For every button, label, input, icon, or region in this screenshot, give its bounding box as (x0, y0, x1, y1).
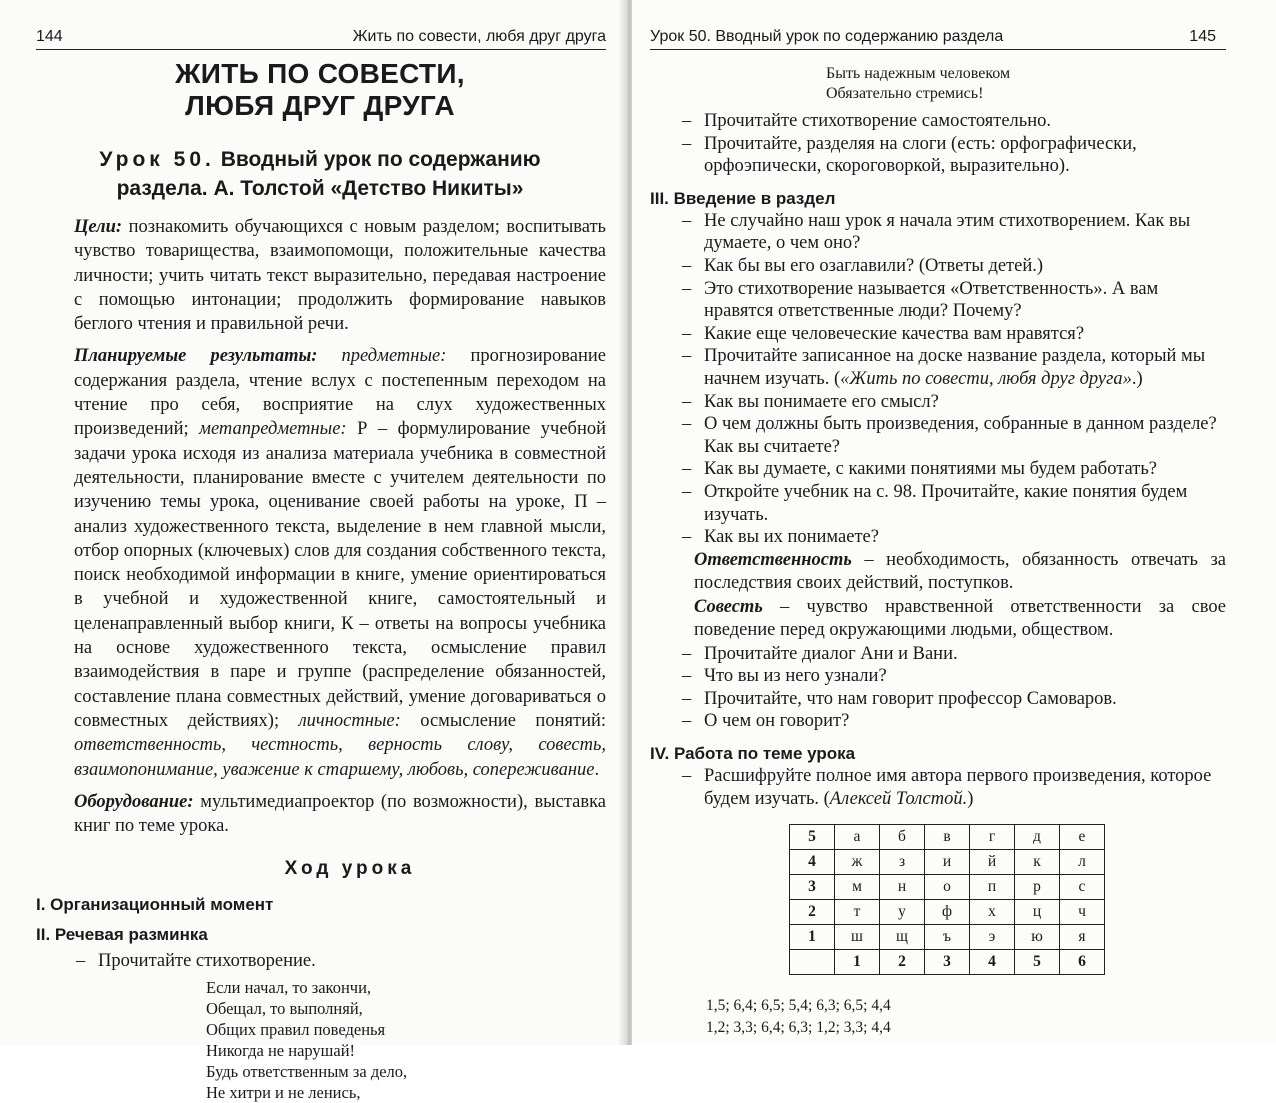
table-cell: 1 (790, 925, 835, 950)
poem-line: Быть надежным человеком (826, 65, 1011, 82)
definition-term: Ответственность (694, 549, 852, 570)
list-item: – Как бы вы его озаглавили? (Ответы детей.) (676, 255, 1226, 278)
table-cell: 4 (970, 950, 1015, 975)
decode-task-list (650, 765, 1226, 810)
poem-continuation (826, 64, 1226, 104)
right-page-number: 145 (1189, 28, 1216, 45)
results-personal-terms: ответственность, честность, верность слову, совесть, взаимопонимание, уважение к старшему, любовь, сопереживание (74, 735, 606, 780)
reading-task-list (650, 110, 1226, 178)
table-cell: а (835, 825, 880, 850)
list-item: – Откройте учебник на с. 98. Прочитайте, какие понятия будем изучать. (676, 481, 1226, 526)
poem-line: Обязательно стремись! (826, 85, 984, 102)
table-cell: н (880, 875, 925, 900)
list-item (676, 345, 1226, 390)
list-item-text: Расшифруйте полное имя автора первого произведения, которое будем изучать. ( (704, 766, 1212, 809)
results-personal-text: осмысление понятий: (420, 710, 607, 731)
table-cell: 5 (1015, 950, 1060, 975)
poem-line: Никогда не нарушай! (206, 1041, 356, 1061)
list-item: – Прочитайте стихотворение самостоятельно. (676, 110, 1226, 133)
poem (206, 977, 606, 1103)
table-cell: т (835, 900, 880, 925)
poem-line: Не хитри и не ленись, (206, 1083, 361, 1103)
left-page-number: 144 (36, 28, 63, 45)
table-row (790, 875, 1105, 900)
results-end: . (594, 759, 600, 780)
lesson-heading (34, 145, 606, 203)
table-cell: 3 (925, 950, 970, 975)
table-cell: щ (880, 925, 925, 950)
table-cell: я (1060, 925, 1105, 950)
definition-responsibility (650, 549, 1226, 596)
cipher-codes (706, 995, 1226, 1039)
table-cell: 6 (1060, 950, 1105, 975)
list-item-end: .) (1131, 368, 1143, 389)
table-cell: э (970, 925, 1015, 950)
poem-line: Если начал, то закончи, (206, 978, 372, 998)
table-cell: ж (835, 850, 880, 875)
results-meta-text: Р – формулирование учебной задачи урока исходя из анализа материала учебника в совместной деятельности, планирование вместе с учителем деятельности по изучению темы урока, оценивание своей работы на уроке, П – анализ художественного текста, выделение в нем главной мысли, отбор опорных (ключевых) слов для создания собственного текста, поиск необходимой информации в книге, умение ориентироваться в учебной и художественной книге, самостоятельный и целенаправленный выбор книги, К – ответы на вопросы учебника на основе художественного текста, осмысление правил взаимодействия в паре и группе (распределение обязанностей, составление плана совместных действий, умение договариваться о совместных действиях); (74, 419, 606, 731)
left-running-header (36, 26, 606, 50)
section-title-line-1: ЖИТЬ ПО СОВЕСТИ, (175, 58, 465, 89)
table-cell: ч (1060, 900, 1105, 925)
table-cell: 5 (790, 825, 835, 850)
table-cell: с (1060, 875, 1105, 900)
section-lesson-work: IV. Работа по теме урока (650, 744, 856, 764)
right-running-header (650, 26, 1226, 50)
list-item: – Как вы думаете, с какими понятиями мы будем работать? (676, 458, 1226, 481)
definition-text: – необходимость, обязанность отвечать за последствия своих действий, поступков. (694, 549, 1226, 594)
list-item (676, 765, 1226, 810)
table-cell: ю (1015, 925, 1060, 950)
table-row (790, 950, 1105, 975)
list-item: – Прочитайте, что нам говорит профессор Самоваров. (676, 688, 1226, 711)
equipment-paragraph (74, 790, 606, 839)
lesson-heading-line-1 (34, 145, 606, 174)
table-row (790, 825, 1105, 850)
list-item: – Прочитайте, разделяя на слоги (есть: орфографически, орфоэпически, скороговоркой, выразительно). (676, 133, 1226, 178)
table-cell: 3 (790, 875, 835, 900)
author-answer: Алексей Толстой. (829, 788, 968, 809)
list-item: – Это стихотворение называется «Ответственность». А вам нравятся ответственные люди? Почему? (676, 278, 1226, 323)
table-cell: г (970, 825, 1015, 850)
table-cell: х (970, 900, 1015, 925)
intro-question-list (650, 210, 1226, 549)
table-cell: з (880, 850, 925, 875)
cipher-code-line: 1,2; 3,3; 6,4; 6,3; 1,2; 3,3; 4,4 (706, 1019, 891, 1037)
left-running-title: Жить по совести, любя друг друга (352, 28, 606, 45)
table-cell: к (1015, 850, 1060, 875)
table-cell: у (880, 900, 925, 925)
list-item: – О чем должны быть произведения, собранные в данном разделе? Как вы считаете? (676, 413, 1226, 458)
table-cell (790, 950, 835, 975)
section-title-quote: «Жить по совести, любя друг друга» (840, 368, 1132, 389)
list-item: – Прочитайте стихотворение. (70, 950, 606, 973)
section-title (34, 58, 606, 122)
table-row (790, 850, 1105, 875)
results-meta-label: метапредметные: (199, 419, 347, 440)
list-item: – Как вы понимаете его смысл? (676, 391, 1226, 414)
results-label: Планируемые результаты: (74, 346, 318, 367)
table-cell: р (1015, 875, 1060, 900)
section-introduction: III. Введение в раздел (650, 188, 836, 208)
table-cell: 2 (790, 900, 835, 925)
table-cell: ш (835, 925, 880, 950)
list-item: – Какие еще человеческие качества вам нравятся? (676, 323, 1226, 346)
poem-line: Обещал, то выполняй, (206, 999, 363, 1019)
goals-label: Цели: (74, 217, 123, 237)
table-cell: п (970, 875, 1015, 900)
definition-term: Совесть (694, 596, 763, 617)
lesson-heading-line-2: раздела. А. Толстой «Детство Никиты» (116, 177, 524, 200)
left-page (0, 0, 625, 1103)
section-organizational: I. Организационный момент (36, 895, 274, 915)
dialog-question-list (650, 643, 1226, 733)
table-cell: и (925, 850, 970, 875)
table-cell: о (925, 875, 970, 900)
warmup-task-list (74, 950, 606, 973)
definition-text: – чувство нравственной ответственности за свое поведение перед окружающими людьми, обществом. (694, 596, 1226, 641)
list-item: – Как вы их понимаете? (676, 526, 1226, 549)
poem-line: Общих правил поведенья (206, 1020, 386, 1040)
goals-paragraph (74, 215, 606, 336)
table-cell: б (880, 825, 925, 850)
poem-line: Будь ответственным за дело, (206, 1062, 408, 1082)
goals-text: познакомить обучающихся с новым разделом; воспитывать чувство товарищества, взаимопомощи, положительные качества личности; учить читать текст выразительно, передавая настроение с помощью интонации; продолжить формирование навыков беглого чтения и правильной речи. (74, 217, 606, 335)
section-speech-warmup: II. Речевая разминка (36, 925, 208, 945)
table-cell: е (1060, 825, 1105, 850)
table-cell: в (925, 825, 970, 850)
table-cell: м (835, 875, 880, 900)
list-item: – Что вы из него узнали? (676, 665, 1226, 688)
equipment-label: Оборудование: (74, 791, 194, 812)
results-paragraph (74, 344, 606, 781)
lesson-heading-text: Вводный урок по содержанию (220, 148, 541, 171)
table-row (790, 925, 1105, 950)
list-item: – Не случайно наш урок я начала этим стихотворением. Как вы думаете, о чем оно? (676, 210, 1226, 255)
right-content (650, 64, 1226, 1039)
table-cell: 2 (880, 950, 925, 975)
left-content (36, 58, 607, 1103)
table-cell: л (1060, 850, 1105, 875)
course-heading: Ход урока (284, 858, 416, 880)
list-item: – Прочитайте диалог Ани и Вани. (676, 643, 1226, 666)
right-running-title: Урок 50. Вводный урок по содержанию раздела (650, 28, 1004, 45)
table-cell: 4 (790, 850, 835, 875)
list-item-text: Прочитайте записанное на доске название раздела, который мы начнем изучать. ( (704, 346, 1206, 389)
lesson-number: Урок 50. (99, 148, 215, 171)
results-subject-label: предметные: (341, 346, 447, 367)
table-cell: ъ (925, 925, 970, 950)
right-page (632, 0, 1276, 1045)
section-title-line-2: ЛЮБЯ ДРУГ ДРУГА (185, 90, 455, 121)
equipment-text: мультимедиапроектор (по возможности), выставка книг по теме урока. (74, 791, 606, 837)
results-subject-text: прогнозирование содержания раздела, чтение вслух с постепенным переходом на чтение про себя, восприятие на слух художественных произведений; (74, 346, 607, 440)
table-cell: 1 (835, 950, 880, 975)
table-cell: ц (1015, 900, 1060, 925)
cipher-table (789, 824, 1105, 975)
list-item-end: ) (967, 788, 974, 809)
definition-conscience (650, 596, 1226, 643)
results-personal-label: личностные: (298, 710, 401, 731)
table-cell: ф (925, 900, 970, 925)
table-row (790, 900, 1105, 925)
table-cell: д (1015, 825, 1060, 850)
table-cell: й (970, 850, 1015, 875)
cipher-code-line: 1,5; 6,4; 6,5; 5,4; 6,3; 6,5; 4,4 (706, 997, 891, 1015)
list-item: – О чем он говорит? (676, 710, 1226, 733)
